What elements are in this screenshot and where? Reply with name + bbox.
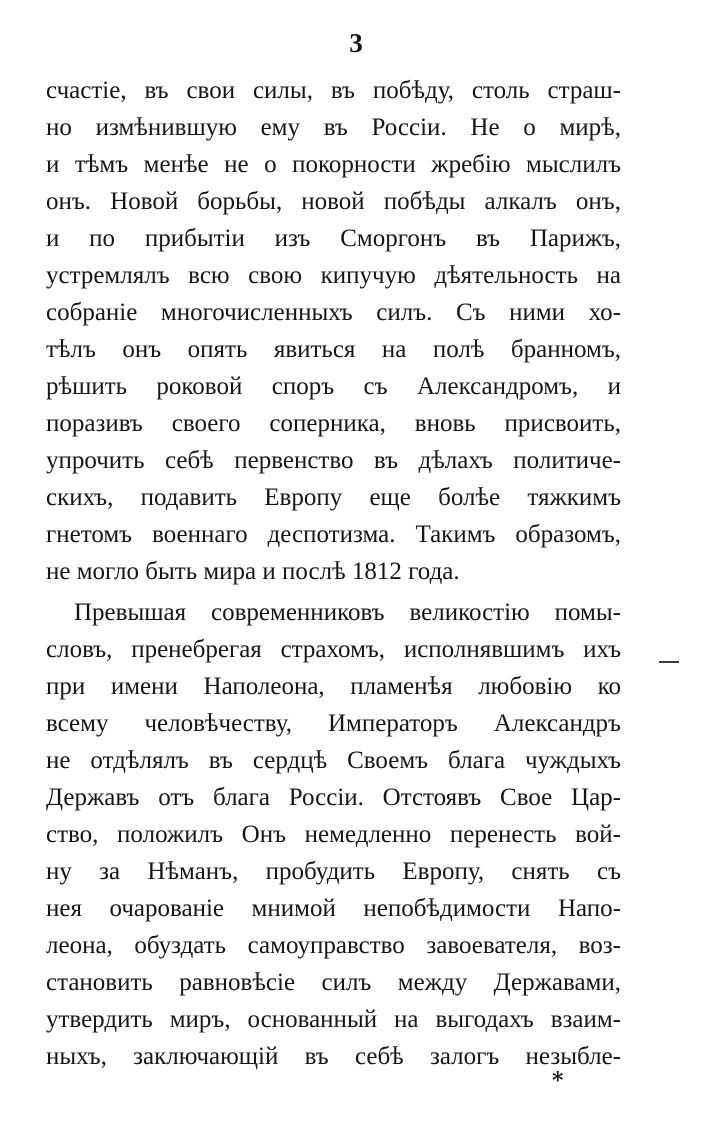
text-line: ство, положилъ Онъ немедленно перенесть вой- xyxy=(46,821,621,848)
text-line: счастіе, въ свои силы, въ побѣду, столь страш- xyxy=(46,77,621,104)
text-line: ныхъ, заключающій въ себѣ залогъ незыбле- xyxy=(46,1043,621,1070)
text-line: и по прибытіи изъ Сморгонъ въ Парижъ, xyxy=(46,225,621,252)
text-line: становить равновѣсіе силъ между Державами, xyxy=(46,969,621,996)
text-line: онъ. Новой борьбы, новой побѣды алкалъ онъ, xyxy=(46,188,621,215)
text-line: всему человѣчеству, Императоръ Александръ xyxy=(46,710,621,737)
margin-mark xyxy=(659,661,679,663)
page-number: 3 xyxy=(349,28,363,58)
text-line: не отдѣлялъ въ сердцѣ Своемъ блага чуждыхъ xyxy=(46,747,621,774)
text-line: рѣшить роковой споръ съ Александромъ, и xyxy=(46,373,621,400)
text-line: собраніе многочисленныхъ силъ. Съ ними хо- xyxy=(46,299,621,326)
text-line: упрочить себѣ первенство въ дѣлахъ политиче- xyxy=(46,447,621,474)
text-line: гнетомъ военнаго деспотизма. Такимъ образомъ, xyxy=(46,521,621,548)
text-line: скихъ, подавить Европу еще болѣе тяжкимъ xyxy=(46,484,621,511)
text-line: леона, обуздать самоуправство завоевателя, воз- xyxy=(46,932,621,959)
text-line: тѣлъ онъ опять явиться на полѣ бранномъ, xyxy=(46,336,621,363)
text-line: устремлялъ всю свою кипучую дѣятельность на xyxy=(46,262,621,289)
text-line: поразивъ своего соперника, вновь присвоить, xyxy=(46,410,621,437)
text-line: но измѣнившую ему въ Россіи. Не о мирѣ, xyxy=(46,114,621,141)
text-line: не могло быть мира и послѣ 1812 года. xyxy=(46,558,460,585)
text-line: при имени Наполеона, пламенѣя любовію ко xyxy=(46,673,621,700)
signature-mark: * xyxy=(552,1068,564,1094)
text-line: ну за Нѣманъ, пробудить Европу, снять съ xyxy=(46,858,621,885)
text-line: и тѣмъ менѣе не о покорности жребію мыслилъ xyxy=(46,151,621,178)
text-line: утвердить миръ, основанный на выгодахъ взаим- xyxy=(46,1006,621,1033)
text-line: нея очарованіе мнимой непобѣдимости Напо- xyxy=(46,895,621,922)
text-line: Державъ отъ блага Россіи. Отстоявъ Свое Цар- xyxy=(46,784,621,811)
text-line: словъ, пренебрегая страхомъ, исполнявшимъ ихъ xyxy=(46,636,621,663)
text-line: Превышая современниковъ великостію помы- xyxy=(74,599,621,626)
